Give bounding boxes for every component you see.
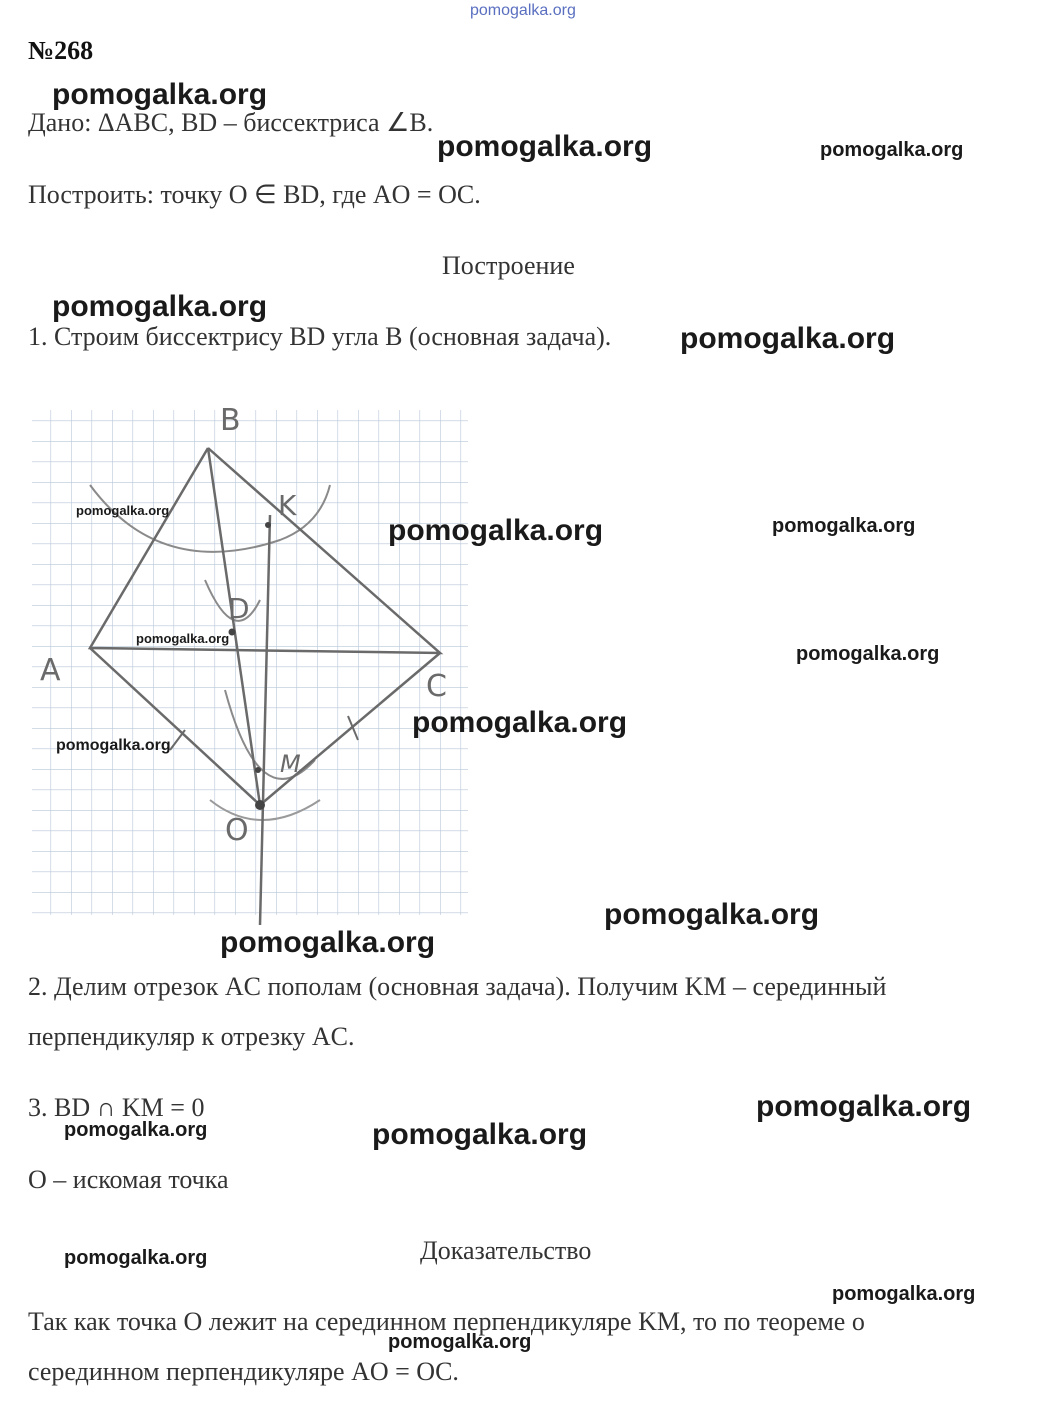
watermark: pomogalka.org (52, 290, 268, 323)
point-k (265, 522, 271, 528)
point-d (229, 629, 236, 636)
watermark: pomogalka.org (412, 706, 628, 739)
point-m (255, 767, 261, 773)
proof-line-1: Так как точка O лежит на серединном перпендикуляре KM, то по теореме о (28, 1307, 865, 1336)
watermark: pomogalka.org (796, 643, 940, 665)
given-text: Дано: ΔABC, BD – биссектриса ∠B. (28, 108, 434, 137)
label-b: B (220, 403, 241, 438)
proof-heading: Доказательство (420, 1236, 592, 1265)
step-3: 3. BD ∩ KM = 0 (28, 1093, 205, 1122)
watermark: pomogalka.org (756, 1090, 972, 1123)
figure-svg (30, 400, 470, 930)
watermark: pomogalka.org (136, 631, 230, 646)
watermark: pomogalka.org (680, 322, 896, 355)
construct-task: Построить: точку O ∈ BD, где AO = OC. (28, 180, 481, 209)
problem-number: №268 (28, 36, 94, 65)
step-1: 1. Строим биссектрису BD угла B (основная задача). (28, 322, 612, 351)
watermark: pomogalka.org (52, 78, 268, 111)
watermark: pomogalka.org (604, 898, 820, 931)
watermark: pomogalka.org (388, 514, 604, 547)
watermark: pomogalka.org (76, 503, 170, 518)
point-o (255, 800, 265, 810)
step-2-line-1: 2. Делим отрезок AC пополам (основная задача). Получим KM – серединный (28, 972, 887, 1001)
watermark: pomogalka.org (56, 737, 171, 754)
watermark: pomogalka.org (437, 130, 653, 163)
watermark: pomogalka.org (772, 515, 916, 537)
label-a: A (40, 653, 61, 688)
proof-line-2: серединном перпендикуляре AO = OC. (28, 1357, 459, 1386)
label-m: M (280, 750, 301, 778)
watermark: pomogalka.org (372, 1118, 588, 1151)
watermark: pomogalka.org (388, 1331, 532, 1353)
label-k: K (278, 489, 297, 522)
label-c: C (426, 669, 447, 704)
step-2-line-2: перпендикуляр к отрезку AC. (28, 1022, 355, 1051)
construction-heading: Построение (442, 251, 575, 280)
construction-figure (30, 400, 470, 930)
watermark: pomogalka.org (220, 926, 436, 959)
label-d: D (228, 592, 250, 625)
top-watermark: pomogalka.org (470, 2, 576, 19)
watermark: pomogalka.org (64, 1119, 208, 1141)
result-text: O – искомая точка (28, 1165, 229, 1194)
watermark: pomogalka.org (820, 139, 964, 161)
watermark: pomogalka.org (832, 1283, 976, 1305)
label-o: O (225, 813, 249, 848)
watermark: pomogalka.org (64, 1247, 208, 1269)
